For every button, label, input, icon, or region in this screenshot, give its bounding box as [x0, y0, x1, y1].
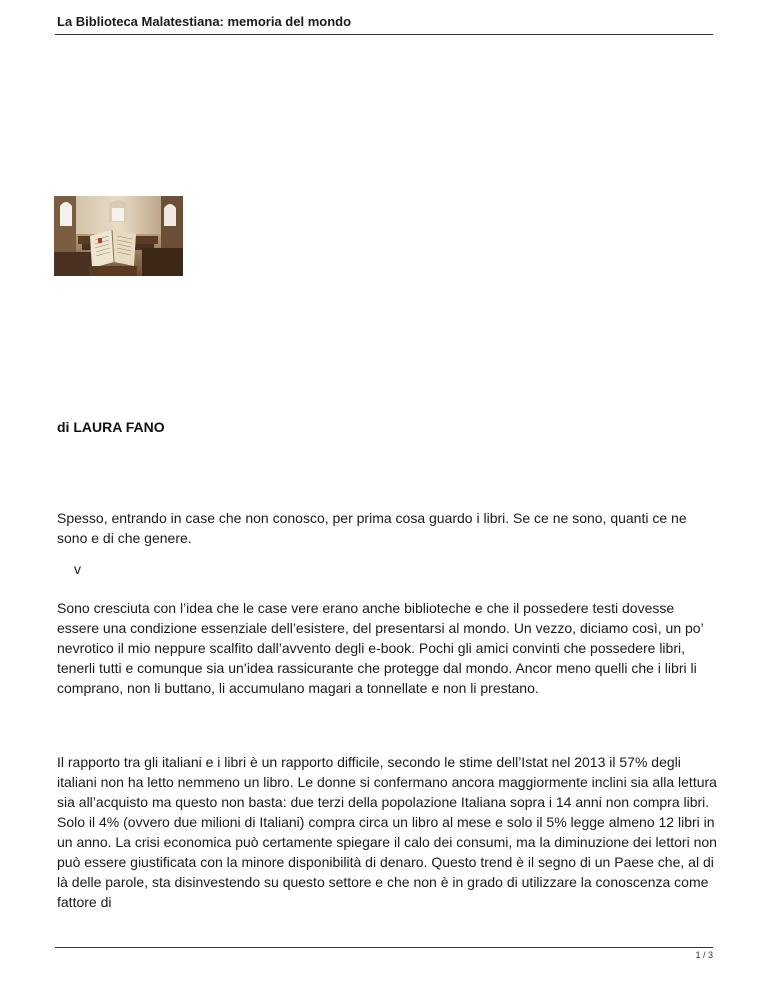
header-divider	[55, 34, 713, 35]
library-photo-icon	[54, 196, 183, 276]
stray-character: v	[74, 561, 81, 577]
footer-divider	[55, 947, 713, 948]
page-header-title: La Biblioteca Malatestiana: memoria del mondo	[57, 14, 352, 29]
article-paragraph: Il rapporto tra gli italiani e i libri è un rapporto difficile, secondo le stime dell’Istat nel 2013 il 57% degli italiani non ha letto nemmeno un libro. Le donne si confermano ancora maggiormente inclini sia alla lettura sia all’acquisto ma questo non basta: due terzi della popolazione Italiana sopra i 14 anni non compra libri. Solo il 4% (ovvero due milioni di Italiani) compra circa un libro al mese e solo il 5% legge almeno 12 libri in un anno. La crisi economica può certamente spiegare il calo dei consumi, ma la diminuzione dei lettori non può essere giustificata con la minore disponibilità di denaro. Questo trend è il segno di un Paese che, al di là delle parole, sta disinvestendo su questo settore e che non è in grado di utilizzare la conoscenza come fattore di	[57, 754, 717, 910]
page-number: 1 / 3	[695, 950, 713, 960]
article-byline: di LAURA FANO	[57, 419, 165, 435]
article-paragraph: Sono cresciuta con l’idea che le case vere erano anche biblioteche e che il possedere testi dovesse essere una condizione essenziale dell’esistere, del presentarsi al mondo. Un vezzo, diciamo così, un po’ nevrotico il mio neppure scalfito dall’avvento degli e-book. Pochi gli amici convinti che possedere libri, tenerli tutti e comunque sia un’idea rassicurante che protegge dal mondo. Ancor meno quelli che i libri li comprano, non li buttano, li accumulano magari a tonnellate e non li prestano.	[57, 600, 704, 696]
article-paragraph: Spesso, entrando in case che non conosco, per prima cosa guardo i libri. Se ce ne sono, quanti ce ne sono e di che genere.	[57, 510, 687, 546]
